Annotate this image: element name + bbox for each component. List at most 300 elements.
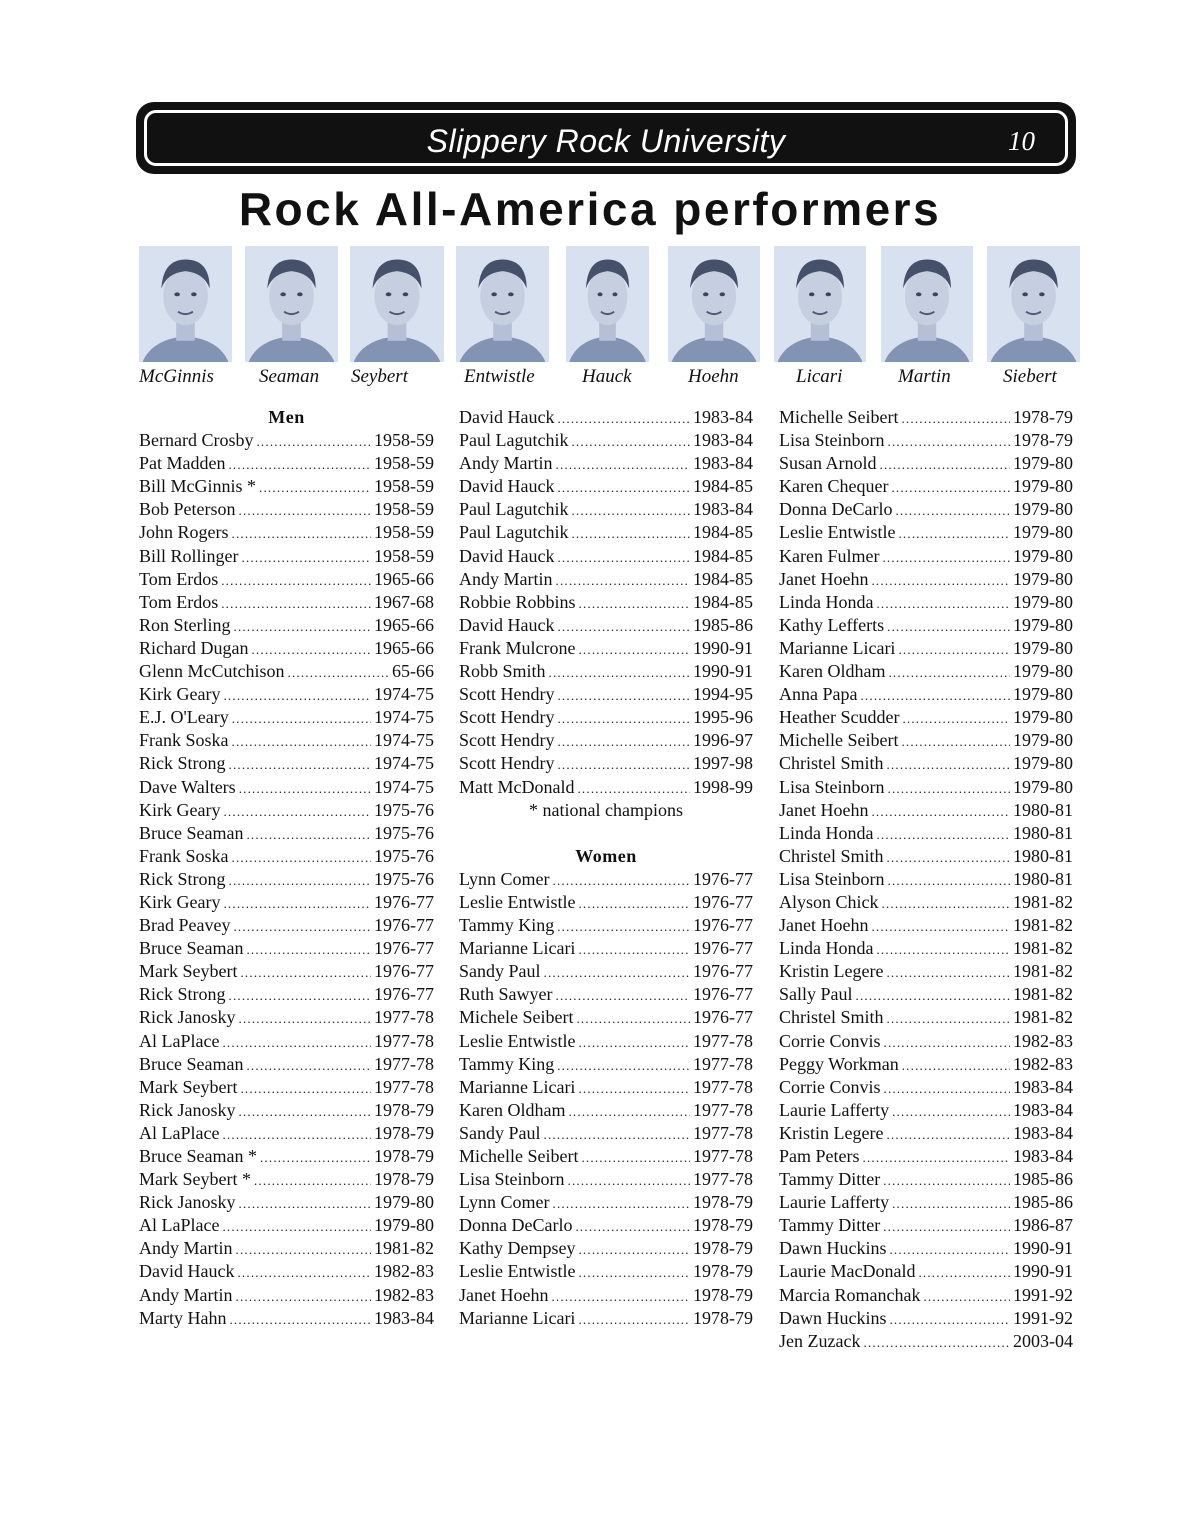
honoree-entry [779,1307,1073,1330]
dot-leader [246,823,371,846]
honoree-entry [779,637,1073,660]
honoree-name: Karen Oldham [459,1099,566,1120]
honoree-entry [459,937,753,960]
honoree-year: 1975-76 [374,868,434,889]
dot-leader [242,546,371,569]
dot-leader [577,777,690,800]
honoree-name: Marianne Licari [459,1076,576,1097]
honoree-name: Sandy Paul [459,961,541,982]
honoree-entry [459,660,753,683]
honoree-year: 1977-78 [374,1030,434,1051]
honoree-name: Robb Smith [459,661,546,682]
honoree-name: Matt McDonald [459,776,575,797]
header-banner-frame [144,110,1068,166]
honoree-year: 1974-75 [374,707,434,728]
honoree-entry [779,776,1073,799]
dot-leader [551,1285,690,1308]
dot-leader [239,777,371,800]
honoree-entry [779,937,1073,960]
honoree-name: Al LaPlace [139,1122,220,1143]
honoree-name: Heather Scudder [779,707,900,728]
honoree-entry [779,1284,1073,1307]
dot-leader [902,1054,1010,1077]
honoree-entry [779,660,1073,683]
honoree-year: 1994-95 [693,684,753,705]
honoree-name: Lisa Steinborn [779,868,885,889]
honoree-entry [139,1099,434,1122]
honoree-entry [779,799,1073,822]
honoree-year: 1984-85 [693,522,753,543]
honoree-year: 1958-59 [374,453,434,474]
dot-leader [288,661,390,684]
honoree-year: 1978-79 [374,1169,434,1190]
dot-leader [221,592,371,615]
dot-leader [578,1077,690,1100]
dot-leader [898,638,1010,661]
honoree-year: 1977-78 [693,1122,753,1143]
dot-leader [876,938,1010,961]
column-3 [779,406,1073,1353]
honoree-entry [139,637,434,660]
honoree-year: 1979-80 [1013,684,1073,705]
honoree-year: 1982-83 [1013,1053,1073,1074]
dot-leader [232,707,371,730]
honoree-year: 1981-82 [1013,961,1073,982]
honoree-year: 1978-79 [693,1284,753,1305]
dot-leader [884,1031,1011,1054]
honoree-year: 1965-66 [374,568,434,589]
honoree-name: Dawn Huckins [779,1307,887,1328]
honoree-name: Lisa Steinborn [779,430,885,451]
honoree-year: 1965-66 [374,637,434,658]
dot-leader [544,961,690,984]
honoree-name: Karen Chequer [779,476,889,497]
honoree-name: Dave Walters [139,776,236,797]
dot-leader [863,1146,1011,1169]
honoree-entry [139,937,434,960]
dot-leader [553,869,691,892]
honoree-entry [779,1237,1073,1260]
athlete-photo [774,246,866,362]
honoree-year: 1979-80 [1013,476,1073,497]
honoree-entry [459,1191,753,1214]
honoree-year: 1990-91 [693,637,753,658]
honoree-entry [779,452,1073,475]
athlete-photo [456,246,549,362]
honoree-year: 1977-78 [693,1076,753,1097]
honoree-entry [779,1330,1073,1353]
honoree-entry [139,1006,434,1029]
dot-leader [884,1077,1011,1100]
photo-caption: McGinnis [139,366,214,387]
honoree-year: 1978-79 [693,1238,753,1259]
honoree-name: Frank Soska [139,730,229,751]
honoree-entry [459,1168,753,1191]
honoree-year: 1976-77 [693,961,753,982]
honoree-name: Christel Smith [779,1007,884,1028]
honoree-entry [459,1214,753,1237]
honoree-name: Rick Janosky [139,1007,236,1028]
honoree-year: 1980-81 [1013,845,1073,866]
honoree-year: 1984-85 [693,568,753,589]
honoree-name: Mark Seybert [139,961,238,982]
honoree-name: Marianne Licari [779,637,896,658]
honoree-entry [779,406,1073,429]
honoree-name: David Hauck [459,545,555,566]
honoree-entry [779,1053,1073,1076]
honoree-name: Christel Smith [779,753,884,774]
honoree-year: 1979-80 [1013,614,1073,635]
honoree-name: John Rogers [139,522,229,543]
honoree-entry [459,637,753,660]
honoree-name: Al LaPlace [139,1215,220,1236]
footnote: * national champions [529,799,683,820]
honoree-name: Bruce Seaman [139,822,244,843]
dot-leader [223,684,371,707]
honoree-entry [459,1145,753,1168]
honoree-year: 1981-82 [1013,1007,1073,1028]
honoree-name: Marianne Licari [459,1307,576,1328]
honoree-year: 1983-84 [693,499,753,520]
honoree-year: 1976-77 [374,938,434,959]
honoree-name: Paul Lagutchik [459,522,569,543]
athlete-photo [245,246,338,362]
honoree-entry [139,1168,434,1191]
honoree-entry [779,1122,1073,1145]
honoree-name: Bruce Seaman [139,1053,244,1074]
honoree-entry [139,729,434,752]
honoree-entry [139,591,434,614]
photo-caption: Hauck [582,366,632,387]
honoree-entry [459,406,753,429]
honoree-name: Marianne Licari [459,938,576,959]
honoree-name: Linda Honda [779,938,874,959]
honoree-year: 1979-80 [1013,637,1073,658]
honoree-name: Marty Hahn [139,1307,227,1328]
honoree-year: 1975-76 [374,845,434,866]
dot-leader [887,846,1010,869]
honoree-year: 1991-92 [1013,1307,1073,1328]
dot-leader [256,430,371,453]
dot-leader [923,1285,1010,1308]
honoree-entry [779,1145,1073,1168]
dot-leader [886,1123,1010,1146]
honoree-entry [139,452,434,475]
honoree-year: 1990-91 [1013,1238,1073,1259]
photo-caption: Seybert [351,366,408,387]
honoree-year: 1979-80 [1013,499,1073,520]
honoree-entry [139,799,434,822]
honoree-entry [779,1260,1073,1283]
honoree-year: 1981-82 [1013,938,1073,959]
honoree-name: Laurie MacDonald [779,1261,916,1282]
honoree-year: 1978-79 [693,1307,753,1328]
page-title: Rock All-America performers [238,183,942,235]
dot-leader [239,499,372,522]
honoree-year: 1978-79 [1013,407,1073,427]
honoree-year: 1974-75 [374,776,434,797]
dot-leader [871,915,1010,938]
dot-leader [557,407,690,430]
dot-leader [239,1192,372,1215]
honoree-entry [459,683,753,706]
honoree-entry [459,1284,753,1307]
honoree-name: Paul Lagutchik [459,499,569,520]
dot-leader [557,615,690,638]
dot-leader [229,984,371,1007]
honoree-year: 2003-04 [1013,1330,1073,1351]
honoree-name: David Hauck [459,614,555,635]
honoree-entry [459,914,753,937]
dot-leader [237,1261,371,1284]
dot-leader [251,638,371,661]
header-banner [136,102,1076,174]
honoree-name: Bruce Seaman * [139,1146,257,1166]
honoree-year: 1974-75 [374,753,434,774]
honoree-name: Frank Soska [139,845,229,866]
honoree-entry [779,1214,1073,1237]
honoree-name: Anna Papa [779,684,858,705]
dot-leader [223,892,371,915]
honoree-name: Kristin Legere [779,1122,884,1143]
dot-leader [568,1169,691,1192]
dot-leader [578,1308,690,1331]
honoree-entry [459,1307,753,1330]
honoree-year: 1976-77 [374,984,434,1005]
dot-leader [888,430,1011,453]
honoree-name: Kirk Geary [139,684,221,705]
honoree-year: 1990-91 [1013,1261,1073,1282]
honoree-year: 1977-78 [693,1053,753,1074]
honoree-name: Rick Strong [139,753,226,774]
honoree-entry [459,1122,753,1145]
dot-leader [246,1054,371,1077]
honoree-name: Tammy Ditter [779,1169,881,1190]
dot-leader [892,1192,1010,1215]
honoree-year: 1990-91 [693,661,753,682]
honoree-entry [459,891,753,914]
honoree-name: Scott Hendry [459,684,555,705]
honoree-entry [139,983,434,1006]
honoree-name: Corrie Convis [779,1030,881,1051]
honoree-year: 1979-80 [1013,591,1073,612]
honoree-entry [459,1076,753,1099]
honoree-name: Lisa Steinborn [459,1169,565,1190]
honoree-entry [139,1284,434,1307]
honoree-name: Tom Erdos [139,568,219,589]
dot-leader [229,869,371,892]
honoree-year: 1958-59 [374,430,434,451]
honoree-entry [779,729,1073,752]
honoree-name: Lynn Comer [459,868,550,889]
honoree-name: Linda Honda [779,591,874,612]
photo-caption: Entwistle [464,366,535,387]
honoree-year: 1976-77 [693,1007,753,1028]
honoree-entry [459,452,753,475]
honoree-entry [779,568,1073,591]
honoree-entry [139,891,434,914]
honoree-name: Leslie Entwistle [459,891,576,912]
honoree-year: 1979-80 [1013,753,1073,774]
dot-leader [240,961,371,984]
honoree-entry [779,591,1073,614]
dot-leader [886,961,1010,984]
honoree-year: 1982-83 [374,1284,434,1305]
honoree-entry [779,960,1073,983]
honoree-name: Laurie Lafferty [779,1099,890,1120]
honoree-year: 1978-79 [1013,430,1073,451]
honoree-year: 1974-75 [374,684,434,705]
dot-leader [239,1007,372,1030]
honoree-year: 1985-86 [1013,1169,1073,1190]
honoree-name: Tammy King [459,1053,555,1074]
honoree-name: Rick Strong [139,984,226,1005]
dot-leader [578,1031,690,1054]
honoree-name: E.J. O'Leary [139,707,229,728]
honoree-entry [459,729,753,752]
dot-leader [246,938,371,961]
honoree-entry [139,683,434,706]
honoree-entry [139,706,434,729]
dot-leader [575,1215,690,1238]
honoree-entry [459,429,753,452]
honoree-year: 1976-77 [374,891,434,912]
dot-leader [557,546,690,569]
honoree-entry [779,891,1073,914]
honoree-entry [139,752,434,775]
honoree-entry [779,706,1073,729]
honoree-name: Andy Martin [139,1284,233,1305]
honoree-name: Corrie Convis [779,1076,881,1097]
honoree-entry [459,960,753,983]
honoree-entry [139,498,434,521]
dot-leader [918,1261,1010,1284]
dot-leader [556,453,691,476]
honoree-year: 1979-80 [374,1192,434,1213]
dot-leader [891,476,1010,499]
dot-leader [887,753,1010,776]
dot-leader [578,1261,690,1284]
honoree-entry [459,1237,753,1260]
honoree-entry [779,1191,1073,1214]
honoree-name: Alyson Chick [779,891,879,912]
honoree-entry [779,822,1073,845]
dot-leader [254,1169,371,1192]
honoree-entry [139,521,434,544]
dot-leader [557,915,690,938]
honoree-entry [779,498,1073,521]
honoree-year: 1978-79 [374,1099,434,1120]
dot-leader [571,499,690,522]
dot-leader [887,1007,1010,1030]
dot-leader [895,499,1010,522]
honoree-entry [139,1260,434,1283]
dot-leader [236,1238,372,1261]
honoree-entry [139,960,434,983]
photo-caption: Siebert [1003,366,1057,387]
dot-leader [892,1100,1010,1123]
page-number: 10 [1008,126,1035,156]
honoree-name: Janet Hoehn [779,568,869,589]
honoree-name: Pam Peters [779,1146,860,1166]
honoree-name: Pat Madden [139,453,226,474]
honoree-name: Ruth Sawyer [459,984,553,1005]
dot-leader [856,984,1010,1007]
honoree-year: 1976-77 [374,915,434,936]
honoree-entry [459,1260,753,1283]
honoree-name: Scott Hendry [459,753,555,774]
honoree-entry [459,545,753,568]
honoree-year: 1958-59 [374,499,434,520]
honoree-name: Linda Honda [779,822,874,843]
honoree-name: Tammy Ditter [779,1215,881,1236]
dot-leader [876,823,1010,846]
honoree-year: 1976-77 [693,868,753,889]
honoree-name: Christel Smith [779,845,884,866]
honoree-name: Andy Martin [139,1238,233,1259]
honoree-year: 1975-76 [374,799,434,820]
honoree-year: 1978-79 [693,1215,753,1236]
honoree-year: 1978-79 [374,1122,434,1143]
dot-leader [871,800,1010,823]
honoree-year: 1983-84 [693,453,753,474]
honoree-name: Kathy Dempsey [459,1238,576,1259]
dot-leader [222,1215,371,1238]
dot-leader [876,592,1010,615]
honoree-entry [779,845,1073,868]
honoree-name: Paul Lagutchik [459,430,569,451]
athlete-photo [881,246,973,362]
men-heading: Men [268,407,305,427]
honoree-entry [139,868,434,891]
honoree-entry [139,475,434,498]
honoree-entry [779,429,1073,452]
dot-leader [557,684,690,707]
women-heading: Women [575,845,637,866]
honoree-year: 1984-85 [693,545,753,566]
column-2 [459,406,753,1330]
honoree-name: Mark Seybert * [139,1169,251,1190]
honoree-year: 1978-79 [693,1192,753,1213]
dot-leader [229,753,371,776]
honoree-year: 1977-78 [374,1076,434,1097]
column-1 [139,406,434,1330]
honoree-year: 1976-77 [693,891,753,912]
honoree-name: Bruce Seaman [139,938,244,959]
dot-leader [579,592,690,615]
dot-leader [578,892,690,915]
honoree-entry [139,1122,434,1145]
honoree-year: 1981-82 [1013,984,1073,1005]
honoree-year: 1998-99 [693,776,753,797]
honoree-name: Michelle Seibert [779,730,899,751]
honoree-entry [459,591,753,614]
honoree-year: 1983-84 [1013,1099,1073,1120]
honoree-name: Al LaPlace [139,1030,220,1051]
dot-leader [221,569,371,592]
dot-leader [568,1100,690,1123]
honoree-entry [459,1030,753,1053]
honoree-year: 1977-78 [693,1030,753,1051]
photo-caption: Hoehn [688,366,739,387]
honoree-year: 1976-77 [374,961,434,982]
honoree-year: 1976-77 [693,915,753,936]
dot-leader [223,800,371,823]
dot-leader [581,1146,690,1169]
honoree-year: 1979-80 [1013,776,1073,797]
honoree-name: Lynn Comer [459,1192,550,1213]
honoree-year: 1982-83 [374,1261,434,1282]
